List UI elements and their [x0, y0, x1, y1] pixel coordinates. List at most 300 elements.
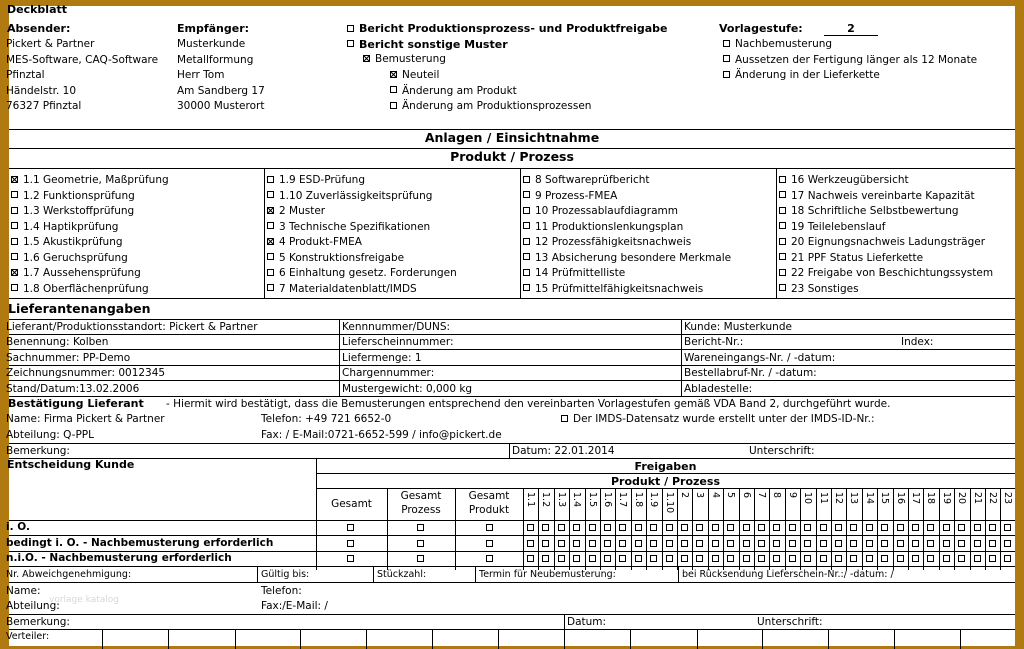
confirm-phone: Telefon: +49 721 6652-0 [261, 413, 392, 425]
checkbox-label: 16 Werkzeugübersicht [791, 174, 909, 186]
decision-item-checkbox[interactable] [681, 540, 688, 547]
sender-line: Pfinztal [6, 69, 45, 81]
checkbox[interactable] [779, 284, 786, 291]
column-line [339, 319, 340, 396]
checkbox[interactable] [267, 222, 274, 229]
checkbox[interactable] [779, 222, 786, 229]
column-line [564, 614, 565, 629]
release-item-header: 8 [771, 492, 782, 499]
checkbox-label: 1.2 Funktionsprüfung [23, 189, 135, 202]
checkbox-label: 6 Einhaltung gesetz. Forderungen [279, 267, 457, 279]
rule-line [9, 396, 1015, 397]
checkbox[interactable] [779, 207, 786, 214]
decision-item-checkbox[interactable] [681, 524, 688, 531]
supplier-field: Zeichnungsnummer: 0012345 [6, 367, 166, 380]
decision-item-checkbox[interactable] [897, 540, 904, 547]
release-item-header: 12 [833, 492, 844, 505]
checkbox[interactable] [779, 176, 786, 183]
rule-line [9, 566, 1015, 567]
release-item-header: 1.10 [664, 492, 675, 514]
decision-item-checkbox[interactable] [881, 555, 888, 562]
decision-item-checkbox[interactable] [527, 540, 534, 547]
checkbox-label: Änderung am Produktionsprozessen [402, 100, 592, 112]
supplier-field: Kunde: Musterkunde [684, 321, 792, 333]
recipient-line: Metallformung [177, 53, 254, 66]
checkbox[interactable] [523, 207, 530, 214]
decision-item-checkbox[interactable] [666, 540, 673, 547]
decision-item-checkbox[interactable] [712, 540, 719, 547]
decision-item-checkbox[interactable] [635, 524, 642, 531]
decision-item-checkbox[interactable] [958, 555, 965, 562]
decision-item-checkbox[interactable] [542, 540, 549, 547]
decision-item-checkbox[interactable] [881, 540, 888, 547]
column-line [954, 488, 955, 570]
decision-item-checkbox[interactable] [666, 555, 673, 562]
decision-item-checkbox[interactable] [897, 524, 904, 531]
checkbox[interactable] [779, 238, 786, 245]
decision-item-checkbox[interactable] [789, 524, 796, 531]
decision-item-checkbox[interactable] [835, 555, 842, 562]
decision-item-checkbox[interactable] [650, 540, 657, 547]
checkbox-label: Bericht Produktionsprozess- und Produktfreigabe [359, 22, 668, 35]
checkbox-label: 1.6 Geruchsprüfung [23, 251, 128, 264]
checkbox[interactable] [723, 40, 730, 47]
rule-line [9, 535, 1015, 536]
decision-item-checkbox[interactable] [958, 540, 965, 547]
decision-item-checkbox[interactable] [619, 540, 626, 547]
decision-produkt-checkbox[interactable] [486, 524, 493, 531]
attachment-item [779, 284, 859, 295]
release-item-header: 1.9 [648, 492, 659, 508]
level-option [723, 55, 977, 66]
col-gesamt-prozess-line1: Gesamt [400, 490, 442, 502]
checkbox[interactable] [267, 253, 274, 260]
decision-item-checkbox[interactable] [789, 540, 796, 547]
decision-item-checkbox[interactable] [789, 555, 796, 562]
decision-item-checkbox[interactable] [850, 555, 857, 562]
decision-item-checkbox[interactable] [758, 540, 765, 547]
decision-item-checkbox[interactable] [542, 555, 549, 562]
column-line [432, 629, 433, 649]
confirm-signature: Unterschrift: [749, 445, 815, 457]
attachment-item [267, 222, 430, 233]
decision-item-checkbox[interactable] [989, 555, 996, 562]
decision-produkt-checkbox[interactable] [486, 555, 493, 562]
column-line [923, 488, 924, 570]
checkbox[interactable] [267, 176, 274, 183]
sender-line: Pickert & Partner [6, 38, 95, 50]
decision-item-checkbox[interactable] [558, 524, 565, 531]
supplier-field: Benennung: Kolben [6, 336, 109, 349]
release-item-header: 1.7 [617, 492, 628, 508]
decision-item-checkbox[interactable] [650, 555, 657, 562]
decision-gesamt-checkbox[interactable] [347, 555, 354, 562]
checkbox-label: Änderung in der Lieferkette [735, 69, 880, 81]
decision-gesamt-checkbox[interactable] [347, 524, 354, 531]
supplier-field: Abladestelle: [684, 382, 753, 395]
checkbox[interactable] [523, 222, 530, 229]
checkbox[interactable] [390, 102, 397, 109]
decision-item-checkbox[interactable] [835, 524, 842, 531]
checkbox[interactable] [11, 222, 18, 229]
footer-department: Abteilung: [6, 600, 60, 612]
decision-item-checkbox[interactable] [974, 540, 981, 547]
decision-item-checkbox[interactable] [619, 524, 626, 531]
checkbox[interactable] [347, 25, 354, 32]
checkbox-label: 20 Eignungsnachweis Ladungsträger [791, 236, 986, 248]
attachment-item [11, 268, 141, 279]
decision-item-checkbox[interactable] [927, 524, 934, 531]
column-line [520, 168, 521, 298]
confirm-remark: Bemerkung: [6, 445, 70, 457]
supplier-field: Liefermenge: 1 [342, 351, 422, 364]
decision-prozess-checkbox[interactable] [417, 540, 424, 547]
column-line [300, 629, 301, 649]
decision-prozess-checkbox[interactable] [417, 524, 424, 531]
column-line [697, 629, 698, 649]
checkbox-label: 10 Prozessablaufdiagramm [535, 205, 678, 217]
sender-line: Händelstr. 10 [6, 84, 77, 97]
decision-item-checkbox[interactable] [712, 524, 719, 531]
rule-line [9, 334, 1015, 335]
document-sheet [6, 3, 1015, 646]
column-line [970, 488, 971, 570]
rule-line [9, 380, 1015, 381]
column-line [846, 488, 847, 570]
decision-item-checkbox[interactable] [773, 555, 780, 562]
bemusterung-option [363, 54, 446, 65]
attachment-item [267, 191, 432, 202]
release-item-header: 5 [725, 492, 736, 499]
decision-item-checkbox[interactable] [804, 540, 811, 547]
recipient-line: Am Sandberg 17 [177, 84, 265, 97]
footer-field: bei Rücksendung Lieferschein-Nr.:/ -datum: / [682, 569, 894, 580]
attachment-item [267, 206, 325, 217]
decision-item-checkbox[interactable] [773, 524, 780, 531]
supplier-title: Lieferantenangaben [8, 301, 151, 316]
checkbox[interactable] [561, 415, 568, 422]
decision-item-checkbox[interactable] [696, 540, 703, 547]
checkbox-label: 21 PPF Status Lieferkette [791, 251, 924, 264]
footer-watermark: vorlage katalog [49, 595, 119, 605]
column-line [908, 488, 909, 570]
decision-item-checkbox[interactable] [1004, 524, 1011, 531]
checkbox-label: 14 Prüfmittelliste [535, 267, 626, 279]
column-line [769, 488, 770, 570]
decision-gesamt-checkbox[interactable] [347, 540, 354, 547]
column-line [776, 168, 777, 298]
supplier-field: Bestellabruf-Nr. / -datum: [684, 367, 817, 380]
rule-line [9, 168, 1015, 169]
attachments-subtitle: Produkt / Prozess [450, 149, 574, 164]
decision-title: Entscheidung Kunde [7, 458, 135, 471]
decision-item-checkbox[interactable] [927, 555, 934, 562]
decision-item-checkbox[interactable] [573, 540, 580, 547]
release-item-header: 14 [864, 492, 875, 505]
decision-produkt-checkbox[interactable] [486, 540, 493, 547]
decision-item-checkbox[interactable] [912, 524, 919, 531]
decision-item-checkbox[interactable] [727, 555, 734, 562]
checkbox[interactable] [723, 55, 730, 62]
checkbox-label: 12 Prozessfähigkeitsnachweis [535, 236, 692, 248]
release-item-header: 1.8 [633, 492, 644, 508]
checkbox[interactable] [723, 71, 730, 78]
decision-item-checkbox[interactable] [696, 524, 703, 531]
decision-item-checkbox[interactable] [743, 524, 750, 531]
column-line [800, 488, 801, 570]
decision-item-checkbox[interactable] [850, 524, 857, 531]
checkbox[interactable] [11, 269, 18, 276]
attachment-item [267, 175, 365, 186]
column-line [1000, 488, 1001, 570]
checkbox[interactable] [347, 40, 354, 47]
footer-field: Gültig bis: [261, 569, 310, 580]
decision-item-checkbox[interactable] [989, 540, 996, 547]
decision-item-checkbox[interactable] [974, 555, 981, 562]
column-line [692, 488, 693, 570]
rule-line [9, 629, 1015, 630]
checkbox[interactable] [11, 253, 18, 260]
column-line [828, 629, 829, 649]
checkbox[interactable] [11, 191, 18, 198]
attachment-item [523, 191, 617, 202]
decision-item-checkbox[interactable] [989, 524, 996, 531]
checkbox[interactable] [363, 55, 370, 62]
release-item-header: 20 [956, 492, 967, 505]
checkbox-label: 8 Softwareprüfbericht [535, 174, 650, 186]
decision-item-checkbox[interactable] [604, 540, 611, 547]
attachment-item [779, 268, 993, 279]
supplier-field: Lieferscheinnummer: [342, 336, 454, 349]
column-line [498, 629, 499, 649]
decision-item-checkbox[interactable] [743, 540, 750, 547]
release-item-header: 19 [941, 492, 952, 505]
decision-item-checkbox[interactable] [727, 524, 734, 531]
column-line [475, 567, 476, 582]
checkbox[interactable] [267, 284, 274, 291]
confirm-date: Datum: 22.01.2014 [512, 445, 615, 457]
decision-item-checkbox[interactable] [773, 540, 780, 547]
decision-item-checkbox[interactable] [696, 555, 703, 562]
checkbox-label: 22 Freigabe von Beschichtungssystem [791, 267, 994, 279]
release-item-header: 23 [1002, 492, 1013, 505]
decision-prozess-checkbox[interactable] [417, 555, 424, 562]
column-line [630, 629, 631, 649]
checkbox[interactable] [390, 71, 397, 78]
sub-option [390, 101, 591, 112]
decision-item-checkbox[interactable] [943, 555, 950, 562]
decision-item-checkbox[interactable] [650, 524, 657, 531]
decision-item-checkbox[interactable] [758, 524, 765, 531]
column-line [264, 168, 265, 298]
checkbox-label: Der IMDS-Datensatz wurde erstellt unter der IMDS-ID-Nr.: [573, 413, 875, 425]
footer-distribution: Verteiler: [6, 631, 50, 642]
attachment-item [779, 237, 985, 248]
decision-item-checkbox[interactable] [527, 555, 534, 562]
checkbox[interactable] [523, 176, 530, 183]
checkbox-label: 7 Materialdatenblatt/IMDS [279, 282, 417, 295]
decision-item-checkbox[interactable] [666, 524, 673, 531]
footer-field: Stückzahl: [377, 569, 427, 580]
decision-item-checkbox[interactable] [727, 540, 734, 547]
checkbox[interactable] [11, 207, 18, 214]
column-line [985, 488, 986, 570]
recipient-line: Herr Tom [177, 69, 225, 81]
decision-item-checkbox[interactable] [820, 540, 827, 547]
checkbox[interactable] [523, 253, 530, 260]
decision-item-checkbox[interactable] [1004, 555, 1011, 562]
supplier-field: Kennnummer/DUNS: [342, 321, 451, 333]
decision-item-checkbox[interactable] [943, 540, 950, 547]
checkbox[interactable] [267, 238, 274, 245]
decision-item-checkbox[interactable] [635, 540, 642, 547]
column-line [678, 567, 679, 582]
checkbox[interactable] [390, 86, 397, 93]
decision-item-checkbox[interactable] [527, 524, 534, 531]
decision-item-checkbox[interactable] [573, 524, 580, 531]
checkbox[interactable] [11, 176, 18, 183]
decision-item-checkbox[interactable] [835, 540, 842, 547]
attachment-item [11, 237, 123, 248]
attachment-item [779, 222, 885, 233]
rule-line [316, 488, 1015, 489]
footer-date: Datum: [567, 616, 607, 628]
release-item-header: 1.3 [556, 492, 567, 508]
checkbox[interactable] [779, 269, 786, 276]
decision-item-checkbox[interactable] [850, 540, 857, 547]
column-line [615, 488, 616, 570]
checkbox[interactable] [523, 269, 530, 276]
decision-item-checkbox[interactable] [820, 555, 827, 562]
checkbox[interactable] [11, 284, 18, 291]
attachment-item [11, 253, 128, 264]
release-item-header: 21 [972, 492, 983, 505]
sender-label: Absender: [7, 22, 71, 35]
checkbox[interactable] [779, 191, 786, 198]
checkbox-label: Neuteil [402, 69, 440, 81]
decision-item-checkbox[interactable] [619, 555, 626, 562]
column-line [600, 488, 601, 570]
checkbox[interactable] [523, 191, 530, 198]
checkbox-label: 15 Prüfmittelfähigkeitsnachweis [535, 282, 704, 295]
decision-item-checkbox[interactable] [604, 524, 611, 531]
recipient-line: Musterkunde [177, 38, 246, 50]
checkbox-label: 2 Muster [279, 205, 326, 217]
checkbox[interactable] [267, 207, 274, 214]
decision-item-checkbox[interactable] [897, 555, 904, 562]
checkbox[interactable] [523, 238, 530, 245]
checkbox-label: 3 Technische Spezifikationen [279, 220, 431, 233]
decision-item-checkbox[interactable] [558, 555, 565, 562]
decision-item-checkbox[interactable] [804, 524, 811, 531]
release-item-header: 1.2 [540, 492, 551, 508]
decision-item-checkbox[interactable] [912, 540, 919, 547]
checkbox[interactable] [267, 269, 274, 276]
decision-item-checkbox[interactable] [1004, 540, 1011, 547]
checkbox-label: Bericht sonstige Muster [359, 37, 508, 51]
decision-item-checkbox[interactable] [712, 555, 719, 562]
decision-item-checkbox[interactable] [927, 540, 934, 547]
footer-field: Termin für Neubemusterung: [479, 569, 616, 580]
decision-item-checkbox[interactable] [589, 540, 596, 547]
attachment-item [11, 206, 134, 217]
attachment-item [523, 222, 683, 233]
col-gesamt: Gesamt [331, 498, 372, 510]
decision-item-checkbox[interactable] [589, 555, 596, 562]
release-item-header: 1.1 [525, 492, 536, 508]
decision-item-checkbox[interactable] [820, 524, 827, 531]
release-item-header: 2 [679, 492, 690, 499]
level-label: Vorlagestufe: [719, 22, 803, 35]
recipient-line: 30000 Musterort [177, 100, 265, 112]
column-line [862, 488, 863, 570]
rule-line [9, 520, 1015, 521]
checkbox[interactable] [267, 191, 274, 198]
release-item-header: 1.5 [587, 492, 598, 508]
decision-item-checkbox[interactable] [881, 524, 888, 531]
decision-item-checkbox[interactable] [974, 524, 981, 531]
decision-item-checkbox[interactable] [958, 524, 965, 531]
supplier-field: Wareneingangs-Nr. / -datum: [684, 351, 836, 364]
decision-item-checkbox[interactable] [635, 555, 642, 562]
column-line [762, 629, 763, 649]
column-line [662, 488, 663, 570]
decision-row-label: n.i.O. - Nachbemusterung erforderlich [6, 552, 232, 564]
decision-row-label: i. O. [6, 521, 30, 533]
supplier-field: Index: [901, 336, 934, 349]
decision-item-checkbox[interactable] [758, 555, 765, 562]
footer-remark: Bemerkung: [6, 616, 70, 628]
footer-fax: Fax:/E-Mail: / [261, 600, 328, 612]
decision-item-checkbox[interactable] [558, 540, 565, 547]
release-item-header: 9 [787, 492, 798, 499]
decision-item-checkbox[interactable] [589, 524, 596, 531]
decision-item-checkbox[interactable] [866, 524, 873, 531]
decision-item-checkbox[interactable] [912, 555, 919, 562]
column-line [102, 629, 103, 649]
column-line [723, 488, 724, 570]
decision-item-checkbox[interactable] [866, 540, 873, 547]
attachment-item [267, 268, 457, 279]
level-option [723, 70, 880, 81]
attachment-item [11, 284, 149, 295]
decision-item-checkbox[interactable] [866, 555, 873, 562]
decision-item-checkbox[interactable] [804, 555, 811, 562]
decision-item-checkbox[interactable] [743, 555, 750, 562]
column-line [816, 488, 817, 570]
level-value: 2 [824, 23, 878, 36]
decision-item-checkbox[interactable] [604, 555, 611, 562]
checkbox[interactable] [523, 284, 530, 291]
column-line [646, 488, 647, 570]
attachment-item [11, 222, 118, 233]
checkbox-label: 23 Sonstiges [791, 282, 859, 295]
decision-item-checkbox[interactable] [943, 524, 950, 531]
rule-line [9, 298, 1015, 299]
checkbox[interactable] [11, 238, 18, 245]
rule-line [9, 458, 1015, 459]
checkbox[interactable] [779, 253, 786, 260]
release-item-header: 16 [895, 492, 906, 505]
decision-item-checkbox[interactable] [542, 524, 549, 531]
decision-item-checkbox[interactable] [573, 555, 580, 562]
releases-label: Freigaben [634, 460, 697, 473]
decision-item-checkbox[interactable] [681, 555, 688, 562]
release-item-header: 13 [848, 492, 859, 505]
attachment-item [523, 237, 691, 248]
confirmation-title: Bestätigung Lieferant [8, 397, 144, 410]
rule-line [9, 319, 1015, 320]
